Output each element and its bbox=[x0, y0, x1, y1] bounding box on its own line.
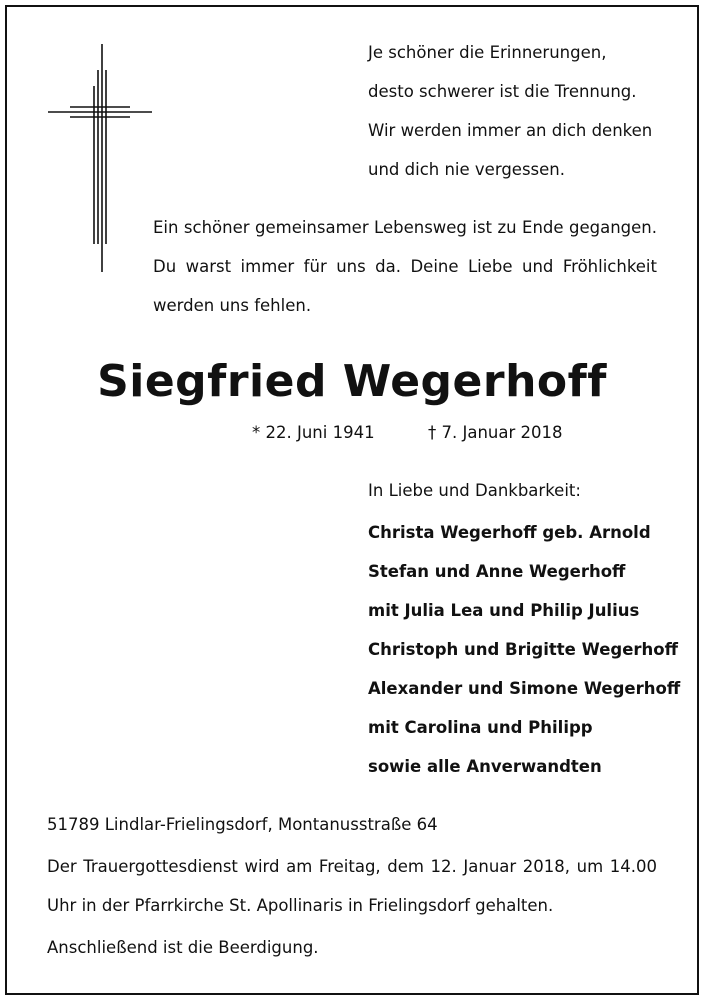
mourner-name: sowie alle Anverwandten bbox=[368, 757, 602, 776]
mourner-name: mit Carolina und Philipp bbox=[368, 718, 593, 737]
poem-line: Wir werden immer an dich denken bbox=[368, 121, 653, 140]
mourner-name: Stefan und Anne Wegerhoff bbox=[368, 562, 626, 581]
poem-line: und dich nie vergessen. bbox=[368, 160, 565, 179]
tribute-line: werden uns fehlen. bbox=[153, 296, 312, 315]
tribute-line: Du warst immer für uns da. Deine Liebe und Fröhlichkeit bbox=[153, 257, 657, 276]
service-line: Der Trauergottesdienst wird am Freitag, dem 12. Januar 2018, um 14.00 bbox=[47, 857, 657, 876]
poem-line: Je schöner die Erinnerungen, bbox=[368, 43, 607, 62]
burial-note: Anschließend ist die Beerdigung. bbox=[47, 938, 319, 957]
address: 51789 Lindlar-Frielingsdorf, Montanusstraße 64 bbox=[47, 815, 438, 834]
mourner-name: Christa Wegerhoff geb. Arnold bbox=[368, 523, 651, 542]
mourner-name: Alexander und Simone Wegerhoff bbox=[368, 679, 681, 698]
mourners-intro: In Liebe und Dankbarkeit: bbox=[368, 481, 581, 500]
mourner-name: mit Julia Lea und Philip Julius bbox=[368, 601, 640, 620]
death-date: † 7. Januar 2018 bbox=[428, 423, 563, 442]
mourner-name: Christoph und Brigitte Wegerhoff bbox=[368, 640, 678, 659]
cross-icon bbox=[48, 44, 152, 274]
service-line: Uhr in der Pfarrkirche St. Apollinaris in Frielingsdorf gehalten. bbox=[47, 896, 554, 915]
deceased-name: Siegfried Wegerhoff bbox=[97, 356, 607, 407]
tribute-line: Ein schöner gemeinsamer Lebensweg ist zu Ende gegangen. bbox=[153, 218, 657, 237]
birth-date: * 22. Juni 1941 bbox=[252, 423, 375, 442]
poem-line: desto schwerer ist die Trennung. bbox=[368, 82, 637, 101]
